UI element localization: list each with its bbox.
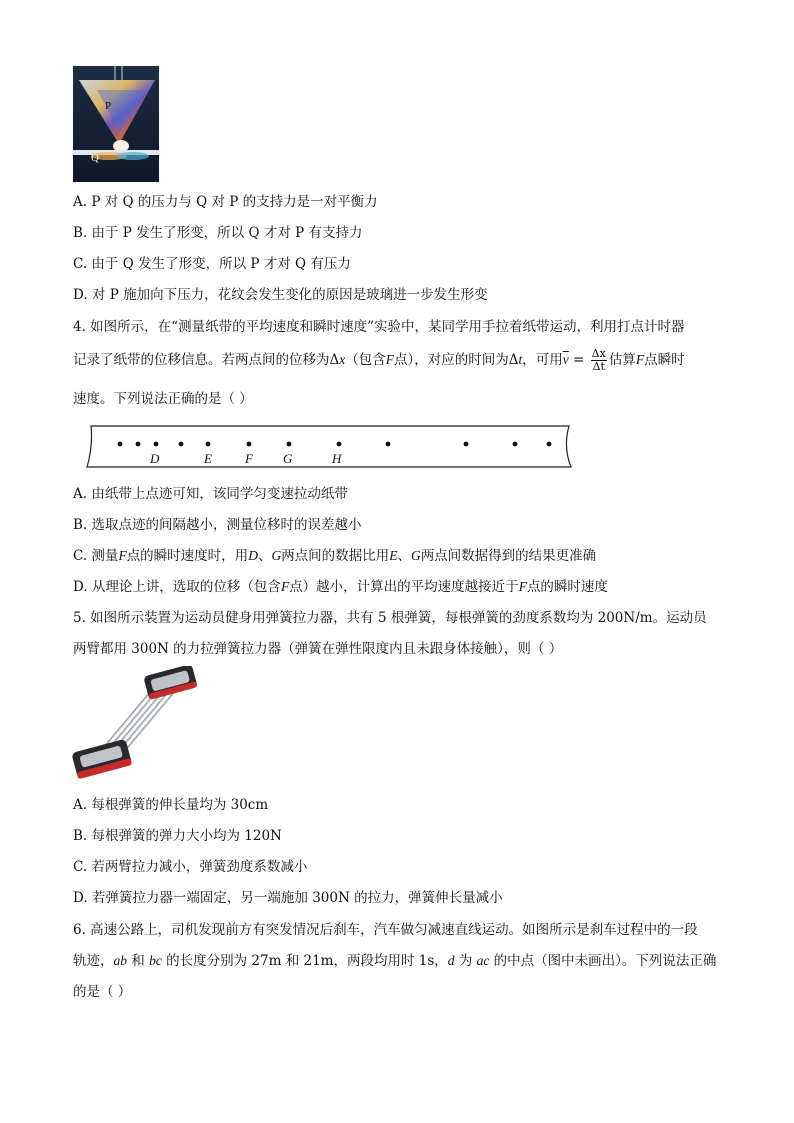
q6-stem-line3: 的是（ ） xyxy=(73,984,132,1000)
fraction-dx-dt: $\frac{\Delta x}{\Delta t}$ xyxy=(591,347,606,373)
spring-expander-photo xyxy=(70,666,198,782)
tape-label-e: E xyxy=(204,451,212,466)
tape-dot xyxy=(513,442,518,447)
q6-stem-line1: 6. 高速公路上，司机发现前方有突发情况后刹车，汽车做匀减速直线运动。如图所示是刹车过程中的一段 xyxy=(73,922,698,938)
tape-dot xyxy=(206,442,211,447)
stress-pattern-photo xyxy=(73,66,159,182)
tape-dot xyxy=(179,442,184,447)
label-q: Q xyxy=(91,152,99,164)
q3-option-b: B. 由于 P 发生了形变，所以 Q 才对 P 有支持力 xyxy=(73,225,363,241)
tape-label-d: D xyxy=(150,451,160,466)
label-p: P xyxy=(105,100,112,112)
tape-label-h: H xyxy=(332,451,342,466)
q5-option-c: C. 若两臂拉力减小，弹簧劲度系数减小 xyxy=(73,859,308,875)
tape-label-g: G xyxy=(283,451,293,466)
q4-option-d: D. 从理论上讲，选取的位移（包含F点）越小，计算出的平均速度越接近于F点的瞬时速度 xyxy=(73,579,608,595)
q5-stem-line1: 5. 如图所示装置为运动员健身用弹簧拉力器，共有 5 根弹簧，每根弹簧的劲度系数均为 200N/m。运动员 xyxy=(73,610,707,626)
q4-stem-line1: 4. 如图所示，在“测量纸带的平均速度和瞬时速度”实验中，某同学用手拉着纸带运动，利用打点计时器 xyxy=(73,319,685,335)
paper-tape-figure xyxy=(83,423,575,471)
q5-option-b: B. 每根弹簧的弹力大小均为 120N xyxy=(73,828,282,844)
tape-label-f: F xyxy=(245,451,253,466)
tape-dot xyxy=(337,442,342,447)
tape-dot xyxy=(247,442,252,447)
q4-stem-line3: 速度。下列说法正确的是（ ） xyxy=(73,391,253,407)
q4-stem-line2: 记录了纸带的位移信息。若两点间的位移为Δx（包含F点），对应的时间为Δt，可用$\overline{v}$ = $\frac{\Delta x}{\Delta t}$ 估算F点瞬时 xyxy=(73,347,685,373)
tape-dot xyxy=(118,442,123,447)
q5-stem-line2: 两臂都用 300N 的力拉弹簧拉力器（弹簧在弹性限度内且未跟身体接触），则（ ） xyxy=(73,641,563,657)
tape-dot xyxy=(136,442,141,447)
tape-dot xyxy=(287,442,292,447)
q5-option-d: D. 若弹簧拉力器一端固定，另一端施加 300N 的拉力，弹簧伸长量减小 xyxy=(73,890,503,906)
tape-dot xyxy=(154,442,159,447)
q3-option-c: C. 由于 Q 发生了形变，所以 P 才对 Q 有压力 xyxy=(73,256,351,272)
q3-option-a: A. P 对 Q 的压力与 Q 对 P 的支持力是一对平衡力 xyxy=(73,194,378,210)
q3-option-d: D. 对 P 施加向下压力，花纹会发生变化的原因是玻璃进一步发生形变 xyxy=(73,287,488,303)
q4-option-c: C. 测量F点的瞬时速度时，用D、G两点间的数据比用E、G两点间数据得到的结果更准确 xyxy=(73,548,597,564)
q4-option-b: B. 选取点迹的间隔越小，测量位移时的误差越小 xyxy=(73,517,362,533)
q5-option-a: A. 每根弹簧的伸长量均为 30cm xyxy=(73,797,269,813)
tape-dot xyxy=(464,442,469,447)
q4-option-a: A. 由纸带上点迹可知，该同学匀变速拉动纸带 xyxy=(73,486,348,502)
q6-stem-line2: 轨迹，ab 和 bc 的长度分别为 27m 和 21m，两段均用时 1s，d 为 ac 的中点（图中未画出）。下列说法正确 xyxy=(73,953,717,969)
tape-dot xyxy=(386,442,391,447)
tape-dot xyxy=(547,442,552,447)
